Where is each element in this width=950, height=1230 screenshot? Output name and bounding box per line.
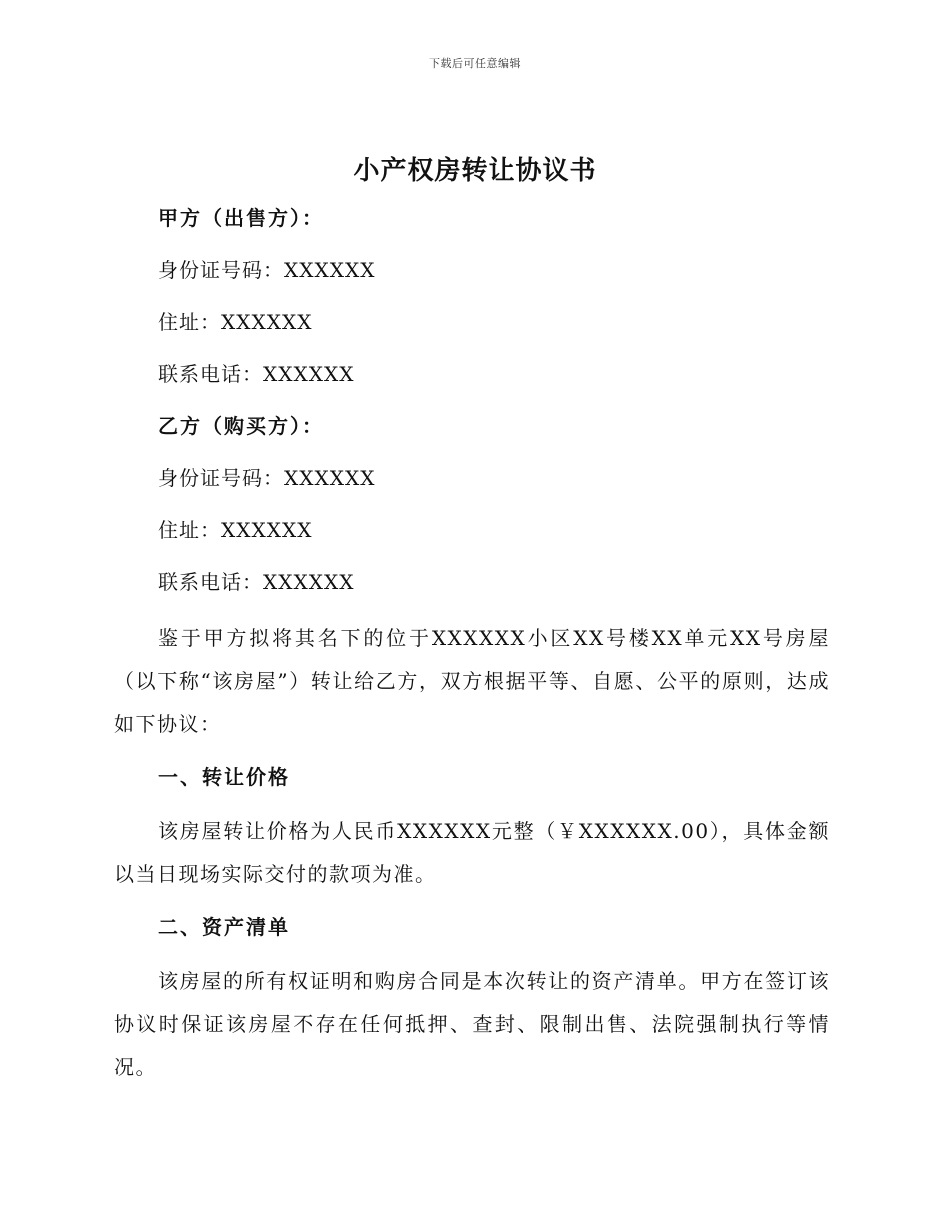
party-a-heading: 甲方（出售方）： — [158, 206, 324, 230]
document-title: 小产权房转让协议书 — [353, 156, 597, 186]
section-1-body: 该房屋转让价格为人民币XXXXXX元整（￥XXXXXX.00），具体金额以当日现场实际交付的款项为准。 — [114, 819, 830, 886]
section-1-heading: 一、转让价格 — [158, 765, 290, 789]
section-2-heading: 二、资产清单 — [158, 915, 290, 939]
party-a-address: 住址：XXXXXX — [158, 310, 313, 334]
party-a-id-number: 身份证号码：XXXXXX — [158, 258, 376, 282]
party-b-address: 住址：XXXXXX — [158, 518, 313, 542]
preamble-paragraph: 鉴于甲方拟将其名下的位于XXXXXX小区XX号楼XX单元XX号房屋（以下称“该房屋”）转让给乙方，双方根据平等、自愿、公平的原则，达成如下协议： — [114, 626, 830, 736]
document-body — [114, 192, 830, 1094]
party-b-phone: 联系电话：XXXXXX — [158, 570, 355, 594]
header-note: 下载后可任意编辑 — [429, 57, 521, 70]
party-b-id-number: 身份证号码：XXXXXX — [158, 466, 376, 490]
party-b-heading: 乙方（购买方）： — [158, 414, 324, 438]
section-2-body: 该房屋的所有权证明和购房合同是本次转让的资产清单。甲方在签订该协议时保证该房屋不存在任何抵押、查封、限制出售、法院强制执行等情况。 — [114, 969, 830, 1079]
party-a-phone: 联系电话：XXXXXX — [158, 362, 355, 386]
